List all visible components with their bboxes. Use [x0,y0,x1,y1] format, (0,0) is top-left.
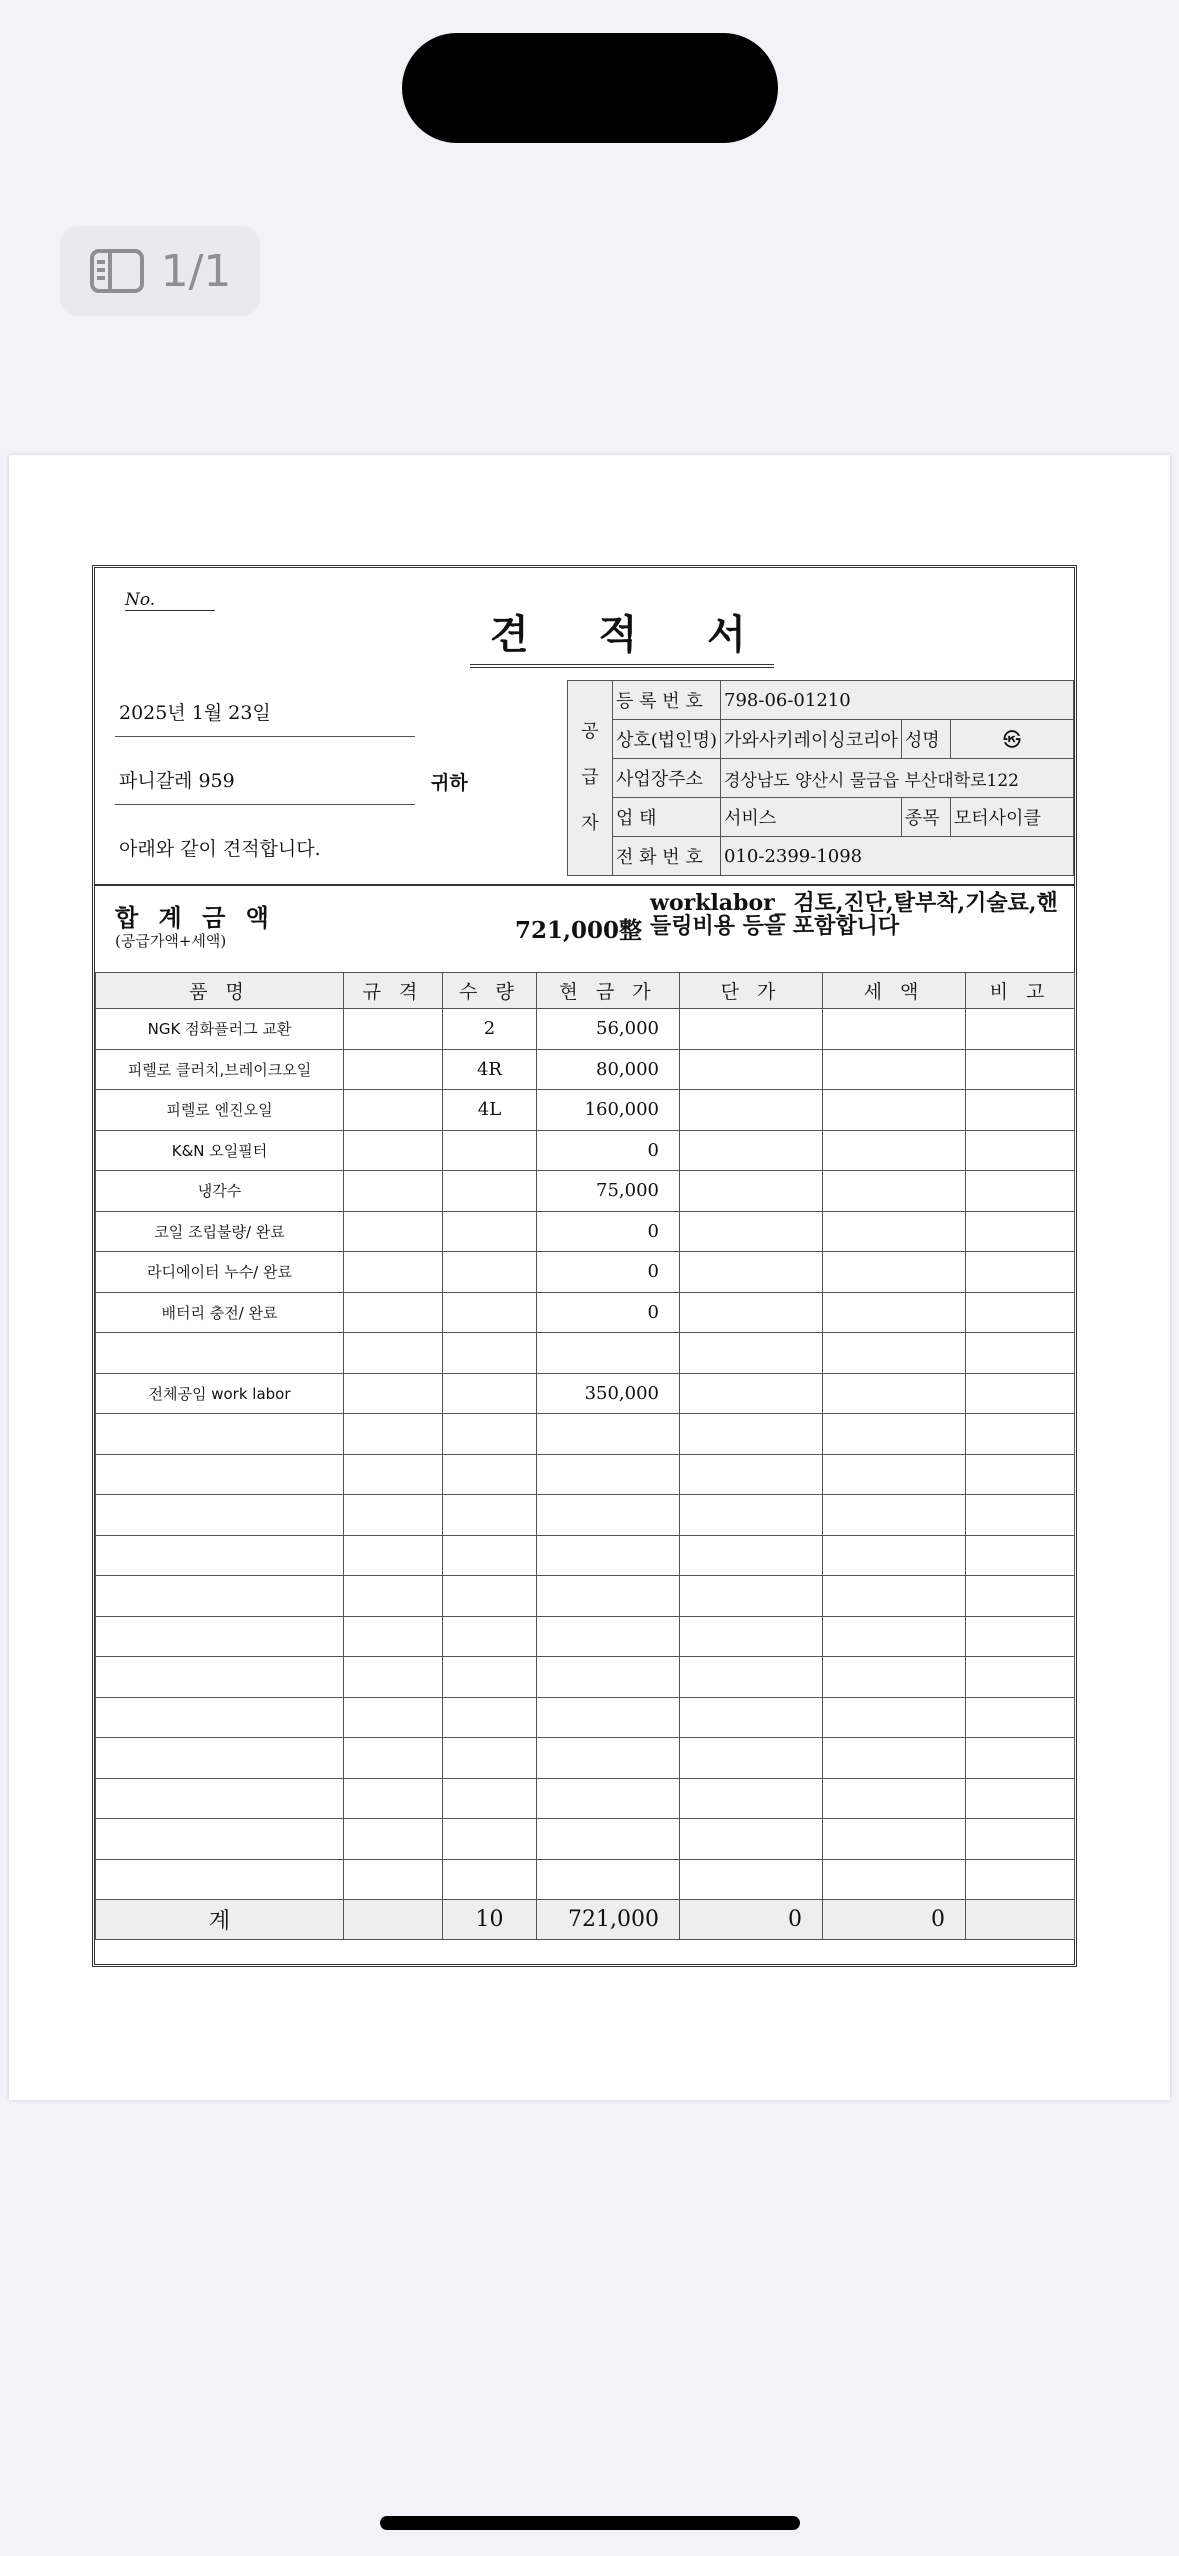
divider [115,736,415,737]
item-price-cell: 0 [537,1211,680,1252]
item-unit-cell [680,1333,823,1374]
item-name-cell: 배터리 충전/ 완료 [96,1292,344,1333]
item-spec-cell [344,1778,443,1819]
item-qty-cell [443,1171,537,1212]
item-tax-cell [823,1414,966,1455]
table-row [96,1373,1075,1414]
item-name-cell: K&N 오일필터 [96,1130,344,1171]
item-name-cell: 라디에이터 누수/ 완료 [96,1252,344,1293]
item-tax-cell [823,1657,966,1698]
item-qty-cell [443,1292,537,1333]
col-price-header: 현 금 가 [537,973,680,1009]
table-row [96,1090,1075,1131]
item-name-cell [96,1859,344,1900]
item-price-cell: 160,000 [537,1090,680,1131]
items-header [96,973,1075,1009]
supplier-table [567,680,1074,876]
reg-number-label: 등 록 번 호 [613,681,721,720]
company-value: 가와사키레이싱코리아 [721,720,902,759]
item-qty-cell [443,1778,537,1819]
item-note-cell [966,1252,1075,1293]
item-unit-cell [680,1697,823,1738]
item-price-cell [537,1576,680,1617]
company-label: 상호(법인명) [613,720,721,759]
item-spec-cell [344,1657,443,1698]
item-name-cell: NGK 점화플러그 교환 [96,1009,344,1050]
item-price-cell [537,1454,680,1495]
item-qty-cell [443,1657,537,1698]
item-price-cell: 80,000 [537,1049,680,1090]
item-price-cell [537,1535,680,1576]
table-row [96,1454,1075,1495]
item-price-cell [537,1414,680,1455]
table-row [96,1211,1075,1252]
item-qty-cell: 2 [443,1009,537,1050]
item-tax-cell [823,1373,966,1414]
item-price-cell [537,1616,680,1657]
item-unit-cell [680,1414,823,1455]
col-spec-header: 규 격 [344,973,443,1009]
page-indicator[interactable] [60,226,260,316]
total-row-note [966,1900,1075,1940]
item-name-cell: 전체공임 work labor [96,1373,344,1414]
item-name-cell: 피렐로 엔진오일 [96,1090,344,1131]
phone-value: 010-2399-1098 [721,837,1074,876]
item-unit-cell [680,1130,823,1171]
category-label: 종목 [901,798,950,837]
item-price-cell [537,1495,680,1536]
seal-mark: ㉿ [950,720,1073,759]
item-qty-cell [443,1819,537,1860]
table-row [96,1859,1075,1900]
item-note-cell [966,1090,1075,1131]
item-note-cell [966,1414,1075,1455]
rep-name-label: 성명 [901,720,950,759]
table-row [96,1657,1075,1698]
table-row [96,1616,1075,1657]
item-qty-cell [443,1130,537,1171]
table-row [96,1414,1075,1455]
item-name-cell [96,1738,344,1779]
item-unit-cell [680,1657,823,1698]
item-spec-cell [344,1171,443,1212]
table-row [96,1535,1075,1576]
item-spec-cell [344,1495,443,1536]
item-spec-cell [344,1859,443,1900]
item-qty-cell [443,1414,537,1455]
item-qty-cell [443,1859,537,1900]
table-row [96,1819,1075,1860]
item-note-cell [966,1535,1075,1576]
item-tax-cell [823,1576,966,1617]
item-qty-cell [443,1373,537,1414]
col-name-header: 품 명 [96,973,344,1009]
item-spec-cell [344,1414,443,1455]
item-tax-cell [823,1333,966,1374]
item-note-cell [966,1171,1075,1212]
item-note-cell [966,1049,1075,1090]
item-unit-cell [680,1535,823,1576]
item-unit-cell [680,1454,823,1495]
table-row [96,1049,1075,1090]
item-name-cell [96,1576,344,1617]
item-note-cell [966,1373,1075,1414]
item-spec-cell [344,1697,443,1738]
item-price-cell: 56,000 [537,1009,680,1050]
item-name-cell: 코일 조립불량/ 완료 [96,1211,344,1252]
item-qty-cell [443,1252,537,1293]
sidebar-icon [89,248,145,294]
recipient-name: 파니갈레 959 [119,770,235,792]
item-name-cell [96,1333,344,1374]
item-unit-cell [680,1738,823,1779]
reg-number-value: 798-06-01210 [721,681,1074,720]
category-value: 모터사이클 [950,798,1073,837]
item-price-cell [537,1738,680,1779]
item-qty-cell [443,1454,537,1495]
item-name-cell [96,1535,344,1576]
business-type-value: 서비스 [721,798,902,837]
item-tax-cell [823,1454,966,1495]
item-qty-cell [443,1697,537,1738]
total-label: 합 계 금 액 [115,904,275,932]
table-row [96,1130,1075,1171]
quotation-form [92,565,1077,1967]
item-spec-cell [344,1454,443,1495]
item-note-cell [966,1657,1075,1698]
item-unit-cell [680,1292,823,1333]
item-spec-cell [344,1333,443,1374]
address-value: 경상남도 양산시 물금읍 부산대학로122 [721,759,1074,798]
divider [115,804,415,805]
item-spec-cell [344,1130,443,1171]
item-note-cell [966,1130,1075,1171]
item-note-cell [966,1333,1075,1374]
item-name-cell [96,1495,344,1536]
item-unit-cell [680,1819,823,1860]
number-label: No. [125,590,215,611]
item-price-cell: 75,000 [537,1171,680,1212]
item-note-cell [966,1697,1075,1738]
item-unit-cell [680,1373,823,1414]
total-row-label: 계 [96,1900,344,1940]
item-price-cell [537,1697,680,1738]
item-spec-cell [344,1211,443,1252]
item-unit-cell [680,1859,823,1900]
total-amount: 721,000整 [515,917,643,944]
item-price-cell [537,1333,680,1374]
item-qty-cell: 4L [443,1090,537,1131]
total-row-price: 721,000 [537,1900,680,1940]
total-row-qty: 10 [443,1900,537,1940]
item-price-cell [537,1657,680,1698]
item-name-cell [96,1414,344,1455]
item-spec-cell [344,1576,443,1617]
item-qty-cell [443,1738,537,1779]
item-qty-cell: 4R [443,1049,537,1090]
table-row [96,1738,1075,1779]
item-tax-cell [823,1009,966,1050]
dynamic-island [402,33,778,143]
item-name-cell: 피렐로 클러치,브레이크오일 [96,1049,344,1090]
item-note-cell [966,1292,1075,1333]
greeting-text: 아래와 같이 견적합니다. [119,838,321,860]
item-unit-cell [680,1495,823,1536]
item-tax-cell [823,1819,966,1860]
item-tax-cell [823,1171,966,1212]
item-note-cell [966,1819,1075,1860]
item-spec-cell [344,1292,443,1333]
table-row [96,1252,1075,1293]
table-row [96,1333,1075,1374]
item-tax-cell [823,1252,966,1293]
item-tax-cell [823,1535,966,1576]
item-unit-cell [680,1009,823,1050]
item-note-cell [966,1495,1075,1536]
item-qty-cell [443,1211,537,1252]
table-row [96,1697,1075,1738]
item-tax-cell [823,1697,966,1738]
item-tax-cell [823,1778,966,1819]
item-price-cell: 0 [537,1130,680,1171]
address-label: 사업장주소 [613,759,721,798]
item-unit-cell [680,1616,823,1657]
item-note-cell [966,1211,1075,1252]
total-row-tax: 0 [823,1900,966,1940]
col-qty-header: 수 량 [443,973,537,1009]
table-row [96,1171,1075,1212]
item-price-cell: 0 [537,1292,680,1333]
home-indicator[interactable] [380,2516,800,2530]
item-name-cell: 냉각수 [96,1171,344,1212]
item-tax-cell [823,1738,966,1779]
item-unit-cell [680,1090,823,1131]
item-tax-cell [823,1090,966,1131]
item-name-cell [96,1454,344,1495]
quote-date: 2025년 1월 23일 [119,702,271,724]
items-table [95,972,1075,1940]
item-tax-cell [823,1616,966,1657]
item-note-cell [966,1778,1075,1819]
document-page [9,455,1170,2100]
document-title: 견 적 서 [470,603,774,668]
table-row [96,1778,1075,1819]
item-qty-cell [443,1535,537,1576]
table-row [96,1576,1075,1617]
item-name-cell [96,1819,344,1860]
item-tax-cell [823,1495,966,1536]
col-note-header: 비 고 [966,973,1075,1009]
item-unit-cell [680,1778,823,1819]
item-name-cell [96,1657,344,1698]
item-spec-cell [344,1616,443,1657]
item-spec-cell [344,1009,443,1050]
honorific: 귀하 [431,772,468,794]
table-row [96,1292,1075,1333]
item-note-cell [966,1738,1075,1779]
table-row [96,1009,1075,1050]
item-spec-cell [344,1090,443,1131]
total-row-unit: 0 [680,1900,823,1940]
table-row [96,1495,1075,1536]
item-unit-cell [680,1171,823,1212]
col-tax-header: 세 액 [823,973,966,1009]
total-row-spec [344,1900,443,1940]
item-tax-cell [823,1859,966,1900]
item-spec-cell [344,1738,443,1779]
item-spec-cell [344,1819,443,1860]
item-price-cell [537,1819,680,1860]
item-spec-cell [344,1535,443,1576]
item-spec-cell [344,1373,443,1414]
item-note-cell [966,1009,1075,1050]
business-type-label: 업 태 [613,798,721,837]
item-note-cell [966,1616,1075,1657]
item-unit-cell [680,1049,823,1090]
item-name-cell [96,1697,344,1738]
item-unit-cell [680,1211,823,1252]
item-qty-cell [443,1495,537,1536]
item-price-cell: 350,000 [537,1373,680,1414]
item-qty-cell [443,1616,537,1657]
item-tax-cell [823,1292,966,1333]
item-tax-cell [823,1211,966,1252]
item-price-cell: 0 [537,1252,680,1293]
item-price-cell [537,1778,680,1819]
item-name-cell [96,1778,344,1819]
item-tax-cell [823,1130,966,1171]
item-note-cell [966,1859,1075,1900]
total-sub-label: (공급가액+세액) [115,932,227,950]
item-name-cell [96,1616,344,1657]
phone-label: 전 화 번 호 [613,837,721,876]
item-unit-cell [680,1576,823,1617]
item-qty-cell [443,1333,537,1374]
item-note-cell [966,1576,1075,1617]
item-spec-cell [344,1049,443,1090]
total-row [96,1900,1075,1940]
col-unit-header: 단 가 [680,973,823,1009]
item-tax-cell [823,1049,966,1090]
page-indicator-label: 1/1 [160,245,232,297]
item-qty-cell [443,1576,537,1617]
supplier-side-label: 공 급 자 [568,681,613,876]
total-note: worklabor_ 검토,진단,탈부착,기술료,핸들링비용 등을 포함합니다 [650,890,1058,939]
section-divider [95,884,1074,886]
item-spec-cell [344,1252,443,1293]
item-price-cell [537,1859,680,1900]
item-note-cell [966,1454,1075,1495]
item-unit-cell [680,1252,823,1293]
